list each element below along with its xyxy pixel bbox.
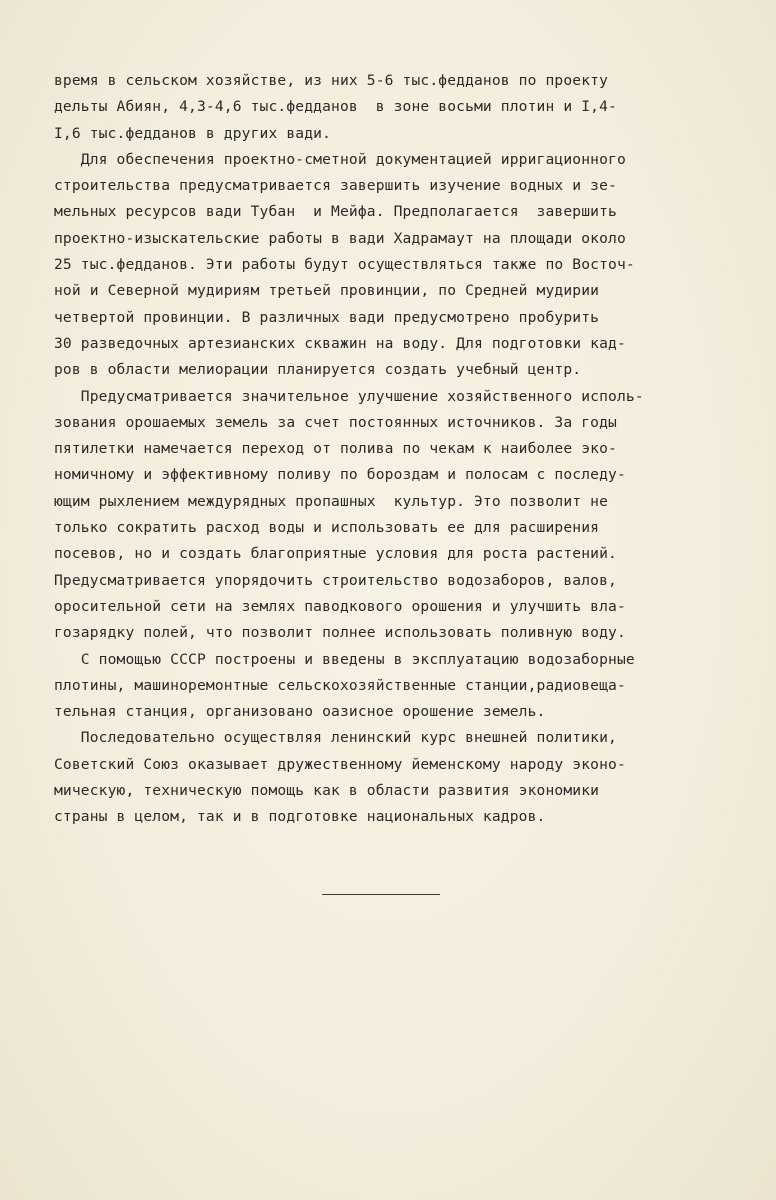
- text-line: ющим рыхлением междурядных пропашных культур. Это позволит не: [54, 492, 609, 510]
- text-line: пятилетки намечается переход от полива по чекам к наиболее эко-: [54, 440, 617, 458]
- body-text: [54, 68, 744, 831]
- text-line: ров в области мелиорации планируется создать учебный центр.: [54, 361, 582, 379]
- text-line: Предусматривается упорядочить строительство водозаборов, валов,: [54, 571, 617, 589]
- text-line: мическую, техническую помощь как в области развития экономики: [54, 782, 600, 800]
- text-line: страны в целом, так и в подготовке национальных кадров.: [54, 808, 546, 826]
- text-line: плотины, машиноремонтные сельскохозяйственные станции,радиовеща-: [54, 676, 626, 694]
- text-line: номичному и эффективному поливу по бороздам и полосам с последу-: [54, 466, 626, 484]
- text-line: ной и Северной мудириям третьей провинции, по Средней мудирии: [54, 282, 600, 300]
- text-line: Для обеспечения проектно-сметной документацией ирригационного: [54, 150, 626, 168]
- text-line: мельных ресурсов вади Тубан и Мейфа. Предполагается завершить: [54, 203, 617, 221]
- text-line: дельты Абиян, 4,3-4,6 тыс.федданов в зоне восьми плотин и I,4-: [54, 98, 617, 116]
- text-line: тельная станция, организовано оазисное орошение земель.: [54, 703, 546, 721]
- text-line: Последовательно осуществляя ленинский курс внешней политики,: [54, 729, 617, 747]
- text-line: проектно-изыскательские работы в вади Хадрамаут на площади около: [54, 229, 626, 247]
- text-line: оросительной сети на землях паводкового орошения и улучшить вла-: [54, 597, 626, 615]
- text-line: четвертой провинции. В различных вади предусмотрено пробурить: [54, 308, 600, 326]
- text-line: посевов, но и создать благоприятные условия для роста растений.: [54, 545, 617, 563]
- text-line: Советский Союз оказывает дружественному йеменскому народу эконо-: [54, 755, 626, 773]
- text-line: 25 тыс.федданов. Эти работы будут осуществляться также по Восточ-: [54, 256, 635, 274]
- text-line: С помощью СССР построены и введены в эксплуатацию водозаборные: [54, 650, 635, 668]
- text-line: только сократить расход воды и использовать ее для расширения: [54, 519, 600, 537]
- text-line: строительства предусматривается завершить изучение водных и зе-: [54, 177, 617, 195]
- text-line: зования орошаемых земель за счет постоянных источников. За годы: [54, 413, 617, 431]
- text-line: время в сельском хозяйстве, из них 5-6 тыс.федданов по проекту: [54, 72, 609, 89]
- text-line: I,6 тыс.федданов в других вади.: [54, 124, 332, 142]
- text-line: гозарядку полей, что позволит полнее использовать поливную воду.: [54, 624, 626, 642]
- text-line: 30 разведочных артезианских скважин на воду. Для подготовки кад-: [54, 334, 626, 352]
- end-divider: [322, 894, 440, 895]
- text-line: Предусматривается значительное улучшение хозяйственного исполь-: [54, 387, 644, 405]
